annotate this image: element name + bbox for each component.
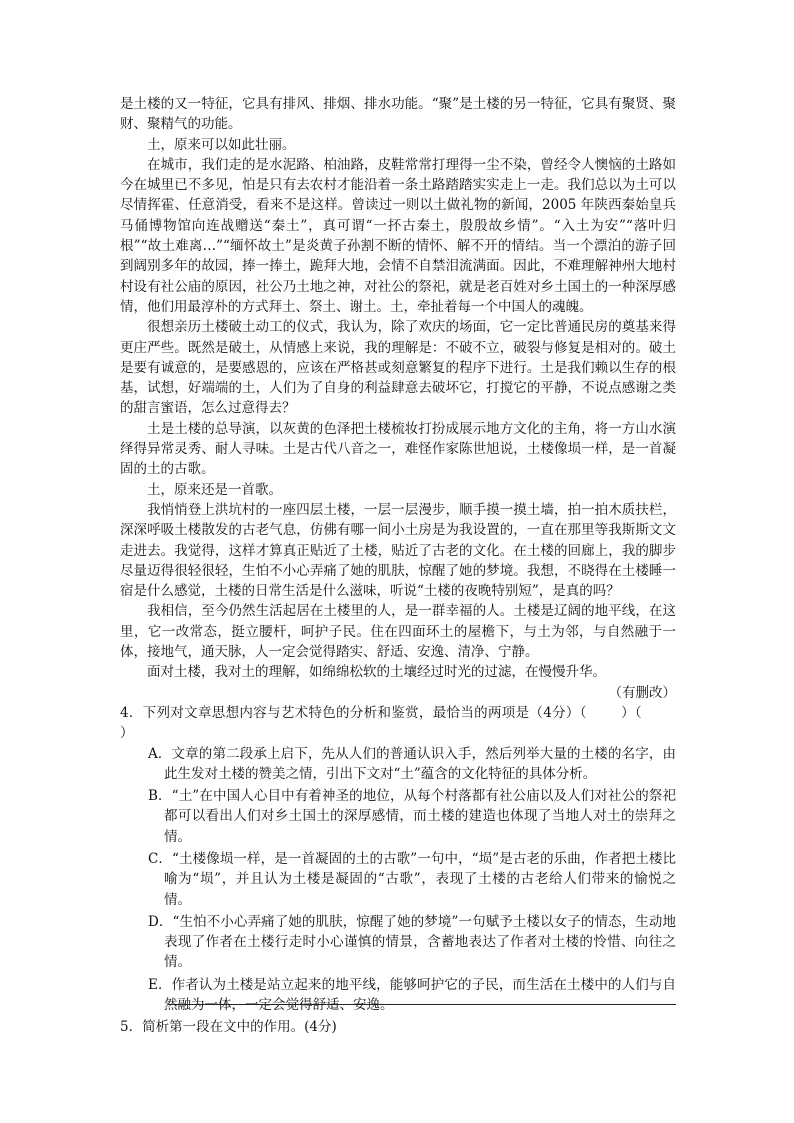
passage-paragraph-8: 我相信，至今仍然生活起居在土楼里的人，是一群幸福的人。土楼是辽阔的地平线，在这里，它一改常态，挺立腰杆，呵护子民。住在四面环土的屋檐下，与土为邻，与自然融于一体，接地气，通天脉，人一定会觉得踏实、舒适、安逸、清净、宁静。 [120, 603, 676, 661]
option-c: C．“土楼像埙一样，是一首凝固的土的古歌”一句中，“埙”是古老的乐曲，作者把土楼比喻为“埙”，并且认为土楼是凝固的“古歌”，表现了土楼的古老给人们带来的愉悦之情。 [148, 850, 676, 908]
passage-paragraph-7: 我悄悄登上洪坑村的一座四层土楼，一层一层漫步，顺手摸一摸土墙，拍一拍木质扶栏，深深呼吸土楼散发的古老气息，仿佛有哪一间小土房是为我设置的，一直在那里等我斯斯文文走进去。我觉得，这样才算真正贴近了土楼，贴近了古老的文化。在土楼的回廊上，我的脚步尽量迈得很轻很轻，生怕不小心弄痛了她的肌肤，惊醒了她的梦境。我想，不晓得在土楼睡一宿是什么感觉，土楼的日常生活是什么滋味，听说“土楼的夜晚特别短”，是真的吗？ [120, 501, 676, 600]
option-b: B．“土”在中国人心目中有着神圣的地位，从每个村落都有社公庙以及人们对社公的祭祀都可以看出人们对乡土国土的深厚感情，而土楼的建造也体现了当地人对土的崇拜之情。 [148, 788, 676, 845]
passage-paragraph-4: 很想亲历土楼破土动工的仪式，我认为，除了欢庆的场面，它一定比普通民房的奠基来得更庄严些。既然是破土，从情感上来说，我的理解是：不破不立，破裂与修复是相对的。破土是要有诚意的，是要感恩的，应该在严格甚或刻意繁复的程序下进行。土是我们赖以生存的根基，试想，好端端的土，人们为了自身的利益肆意去破坏它，打搅它的平静，不说点感谢之类的甜言蜜语，怎么过意得去？ [120, 319, 676, 417]
source-note: （有删改） [608, 684, 676, 701]
option-e: E．作者认为土楼是站立起来的地平线，能够呵护它的子民，而生活在土楼中的人们与自然融为一体，一定会觉得舒适、安逸。 [148, 976, 676, 1014]
option-d: D．“生怕不小心弄痛了她的肌肤，惊醒了她的梦境”一句赋予土楼以女子的情态，生动地表现了作者在土楼行走时小心谨慎的情景，含蓄地表达了作者对土楼的怜惜、向往之情。 [148, 913, 676, 971]
passage-paragraph-5: 土是土楼的总导演，以灰黄的色泽把土楼梳妆打扮成展示地方文化的主角，将一方山水演绎得异常灵秀、耐人寻味。土是古代八音之一，难怪作家陈世旭说，土楼像埙一样，是一首凝固的土的古歌。 [120, 420, 676, 478]
question-4-separator: ）（ [620, 704, 642, 721]
exam-page [120, 94, 676, 1038]
question-4-close: ） [120, 725, 134, 742]
answer-line[interactable] [168, 1004, 676, 1005]
question-4-text: 4．下列对文章思想内容与艺术特色的分析和鉴赏，最恰当的两项是（4分）（ [120, 704, 587, 721]
question-4-stem [120, 703, 676, 744]
passage-paragraph-9: 面对土楼，我对土的理解，如绵绵松软的土壤经过时光的过滤，在慢慢升华。 [147, 664, 606, 681]
passage-paragraph-3: 在城市，我们走的是水泥路、柏油路，皮鞋常常打理得一尘不染，曾经令人懊恼的土路如今在城里已不多见，怕是只有去农村才能沿着一条土路踏踏实实走上一走。我们总以为土可以尽情挥霍、任意消受，看来不是这样。曾读过一则以土做礼物的新闻，2005 年陕西秦始皇兵马俑博物馆向连战赠送“秦土”，真可谓“一抔古秦土，殷殷故乡情”。“入土为安”“落叶归根”“故土难离…”“缅怀故土”是炎黄子孙割不断的情怀、解不开的情结。当一个漂泊的游子回到阔别多年的故园，捧一捧土，跪拜大地，会情不自禁泪流满面。因此，不难理解神州大地村村设有社公庙的原因，社公乃土地之神，对社公的祭祀，就是老百姓对乡土国土的一种深厚感情，他们用最淳朴的方式拜土、祭土、谢土。土，牵扯着每一个中国人的魂魄。 [120, 156, 676, 315]
passage-paragraph-1: 是土楼的又一特征，它具有排风、排烟、排水功能。“聚”是土楼的另一特征，它具有聚贤、聚财、聚精气的功能。 [120, 96, 676, 133]
option-a: A．文章的第二段承上启下，先从人们的普通认识入手，然后列举大量的土楼的名字，由此生发对土楼的赞美之情，引出下文对“土”蕴含的文化特征的具体分析。 [148, 745, 676, 782]
passage-paragraph-6: 土，原来还是一首歌。 [147, 481, 282, 498]
passage-paragraph-2: 土，原来可以如此壮丽。 [147, 136, 296, 153]
question-5-stem: 5．简析第一段在文中的作用。(4分) [120, 1019, 337, 1036]
